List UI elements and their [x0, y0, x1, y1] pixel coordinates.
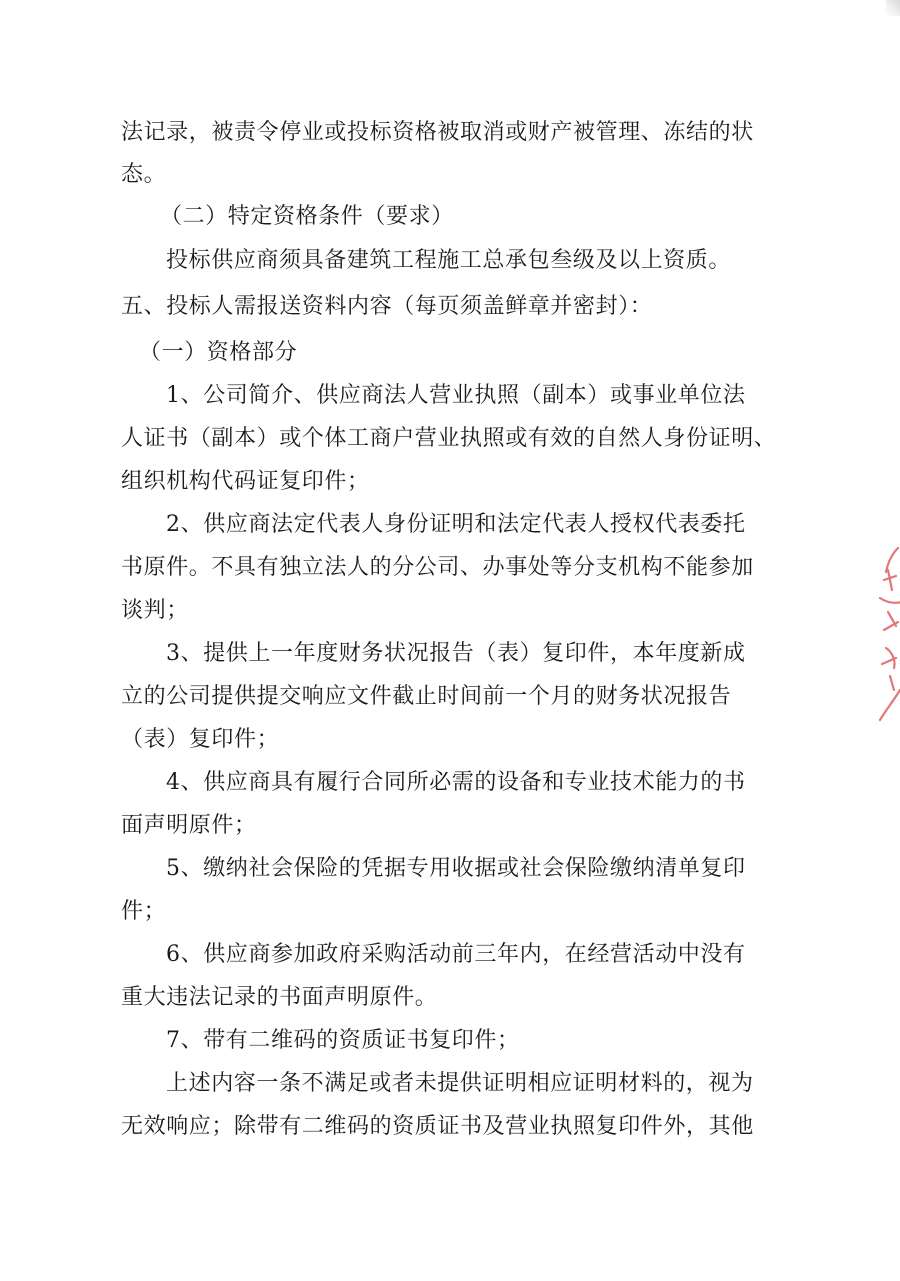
paragraph-line: 上述内容一条不满足或者未提供证明相应证明材料的，视为 [166, 1071, 754, 1096]
list-item-line: 2、供应商法定代表人身份证明和法定代表人授权代表委托 [166, 512, 746, 537]
list-item-line: 1、公司简介、供应商法人营业执照（副本）或事业单位法 [166, 383, 746, 408]
paragraph-line: 法记录，被责令停业或投标资格被取消或财产被管理、冻结的状 [121, 120, 754, 145]
paragraph-line: 无效响应；除带有二维码的资质证书及营业执照复印件外，其他 [121, 1114, 754, 1139]
list-item-line: 7、带有二维码的资质证书复印件； [166, 1028, 520, 1053]
red-seal-stamp [866, 540, 900, 730]
list-item-line: 面声明原件； [121, 813, 257, 838]
list-item-line: 件； [121, 899, 167, 924]
list-item-line: 人证书（副本）或个体工商户营业执照或有效的自然人身份证明、 [121, 426, 777, 451]
list-item-line: 5、缴纳社会保险的凭据专用收据或社会保险缴纳清单复印 [166, 856, 746, 881]
list-item-line: 3、提供上一年度财务状况报告（表）复印件，本年度新成 [166, 641, 746, 666]
list-item-line: （表）复印件； [121, 727, 280, 752]
page-corner-shadow [886, 0, 900, 16]
list-item-line: 立的公司提供提交响应文件截止时间前一个月的财务状况报告 [121, 684, 732, 709]
list-item-line: 书原件。不具有独立法人的分公司、办事处等分支机构不能参加 [121, 555, 754, 580]
list-item-line: 谈判； [121, 598, 189, 623]
list-item-line: 4、供应商具有履行合同所必需的设备和专业技术能力的书 [166, 770, 746, 795]
section-heading: （二）特定资格条件（要求） [160, 204, 454, 229]
list-item-line: 6、供应商参加政府采购活动前三年内，在经营活动中没有 [166, 942, 746, 967]
list-item-line: 组织机构代码证复印件； [121, 469, 370, 494]
section-heading: （一）资格部分 [139, 340, 298, 365]
list-item-line: 重大违法记录的书面声明原件。 [121, 985, 438, 1010]
paragraph-line: 投标供应商须具备建筑工程施工总承包叁级及以上资质。 [166, 248, 732, 273]
section-heading: 五、投标人需报送资料内容（每页须盖鲜章并密封）： [121, 294, 653, 319]
paragraph-line: 态。 [121, 162, 167, 187]
